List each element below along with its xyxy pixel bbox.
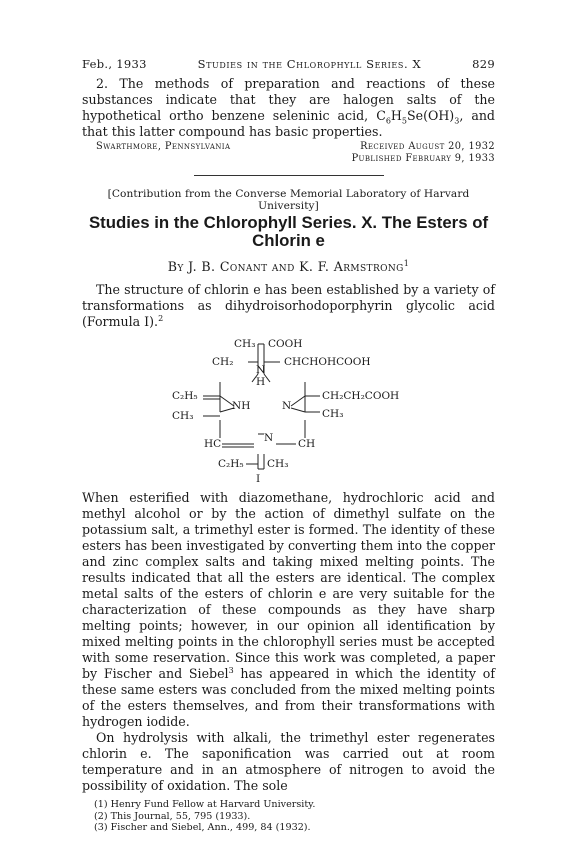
intro-paragraph: The structure of chlorin e has been established by a variety of transformations as dihydroisorhodoporphyrin glycolic acid (Formula I).$^2$ <box>82 282 495 329</box>
header-page-number: 829 <box>472 57 495 71</box>
dates <box>352 141 495 165</box>
formula-cooh-top: COOH <box>268 338 303 350</box>
formula-c2h5-left: C₂H₅ <box>172 390 198 402</box>
formula-h-top: H <box>256 376 266 388</box>
header-date: Feb., 1933 <box>82 57 147 71</box>
body-paragraph-2: On hydrolysis with alkali, the trimethyl ester regenerates chlorin e. The saponification was carried out at room temperature and in an atmosphere of nitrogen to avoid the possibility of oxidation. The sole <box>82 730 495 793</box>
formula-ch2: CH₂ <box>212 356 234 368</box>
formula-ch2ch2cooh: CH₂CH₂COOH <box>322 390 400 402</box>
page-body <box>82 76 495 834</box>
footnotes <box>82 799 495 834</box>
formula-ch3-bottom: CH₃ <box>267 458 289 470</box>
formula-nh: NH <box>232 400 251 412</box>
formula-c2h5-bottom: C₂H₅ <box>218 458 244 470</box>
published-date: Published February 9, 1933 <box>351 153 495 164</box>
formula-chchohcooh: CHCHOHCOOH <box>284 356 371 368</box>
footnote-2: (2) This Journal, 55, 795 (1933). <box>94 810 251 822</box>
formula-ch3-left: CH₃ <box>172 410 194 422</box>
article-title: Studies in the Chlorophyll Series. X. The Esters of Chlorin e <box>88 213 489 250</box>
header-running-title: Studies in the Chlorophyll Series. X <box>197 57 422 71</box>
structural-formula <box>0 334 579 484</box>
running-header <box>82 57 495 71</box>
formula-ch3-top: CH₃ <box>234 338 256 350</box>
formula-n-right: N <box>282 400 292 412</box>
body-paragraph-1: When esterified with diazomethane, hydrochloric acid and methyl alcohol or by the action of dimethyl sulfate on the potassium salt, a trimethyl ester is formed. The identity of these esters has been investigated by converting them into the copper and zinc complex salts and taking mixed melting points. The results indicated that all the esters are identical. The complex metal salts of the esters of chlorin e are very suitable for the characterization of these compounds as they have sharp melting points; however, in our opinion all identification by mixed melting points in the chlorophyll series must be accepted with some reservation. Since this work was completed, a paper by Fischer and Siebel$^3$ has appeared in which the identity of these same esters was concluded from the mixed melting points of the esters themselves, and from their transformations with hydrogen iodide. <box>82 490 495 729</box>
formula-label: I <box>256 473 261 485</box>
formula-hc: HC <box>204 438 222 450</box>
formula-n-top: N <box>256 364 266 376</box>
prev-article-dateline <box>82 141 495 165</box>
received-date: Received August 20, 1932 <box>360 141 495 152</box>
prev-article-paragraph: 2. The methods of preparation and reactions of these substances indicate that they are halogen salts of the hypothetical ortho benzene seleninic acid, $C_6H_5Se(OH)_3$, and that this latter compound has basic properties. <box>82 76 495 139</box>
footnote-1: (1) Henry Fund Fellow at Harvard University. <box>94 799 316 810</box>
formula-n-bottom: N <box>264 432 274 444</box>
formula-ch3-right: CH₃ <box>322 408 344 420</box>
section-divider <box>194 175 384 176</box>
location: Swarthmore, Pennsylvania <box>96 141 231 152</box>
formula-ch: CH <box>298 438 316 450</box>
footnote-3: (3) Fischer and Siebel, Ann., 499, 84 (1932). <box>94 822 311 833</box>
byline: By J. B. Conant and K. F. Armstrong$^1$ <box>167 258 410 274</box>
contribution-line: [Contribution from the Converse Memorial Laboratory of Harvard University] <box>107 188 470 212</box>
